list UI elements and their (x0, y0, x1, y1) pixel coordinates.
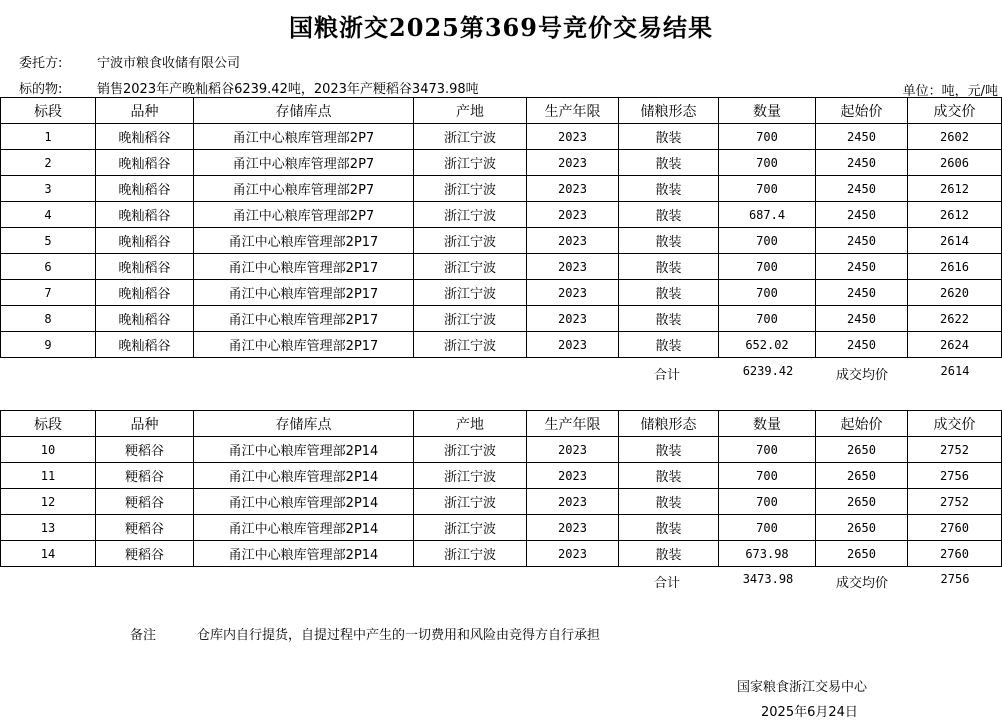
header-origin: 产地 (414, 411, 527, 437)
subject-label: 标的物: (19, 82, 63, 97)
cell-deal-price: 2624 (908, 332, 1002, 358)
cell-start-price: 2650 (816, 489, 908, 515)
cell-storage-form: 散装 (619, 254, 719, 280)
cell-segment: 9 (1, 332, 96, 358)
cell-segment: 1 (1, 124, 96, 150)
cell-deal-price: 2614 (908, 228, 1002, 254)
cell-deal-price: 2606 (908, 150, 1002, 176)
table-row (1, 254, 1002, 280)
table-row (1, 202, 1002, 228)
cell-origin: 浙江宁波 (414, 515, 527, 541)
cell-production-year: 2023 (527, 202, 619, 228)
cell-production-year: 2023 (527, 306, 619, 332)
header-storage-form: 储粮形态 (619, 98, 719, 124)
cell-segment: 12 (1, 489, 96, 515)
cell-start-price: 2450 (816, 332, 908, 358)
cell-storage-depot: 甬江中心粮库管理部2P14 (194, 515, 414, 541)
consignor-label: 委托方: (19, 56, 63, 71)
header-start-price: 起始价 (816, 411, 908, 437)
cell-storage-depot: 甬江中心粮库管理部2P14 (194, 541, 414, 567)
total-label-2: 合计 (653, 576, 680, 591)
header-deal-price: 成交价 (908, 411, 1002, 437)
cell-segment: 6 (1, 254, 96, 280)
cell-segment: 2 (1, 150, 96, 176)
total-qty-2: 3473.98 (742, 572, 794, 586)
cell-start-price: 2450 (816, 150, 908, 176)
cell-deal-price: 2760 (908, 541, 1002, 567)
header-segment: 标段 (1, 98, 96, 124)
cell-variety: 粳稻谷 (96, 463, 194, 489)
cell-storage-depot: 甬江中心粮库管理部2P7 (194, 176, 414, 202)
header-deal-price: 成交价 (908, 98, 1002, 124)
cell-storage-depot: 甬江中心粮库管理部2P17 (194, 228, 414, 254)
cell-production-year: 2023 (527, 124, 619, 150)
consignor-value: 宁波市粮食收储有限公司 (97, 56, 241, 71)
cell-segment: 7 (1, 280, 96, 306)
table-row (1, 228, 1002, 254)
cell-storage-depot: 甬江中心粮库管理部2P7 (194, 150, 414, 176)
subject-line (19, 78, 479, 97)
cell-start-price: 2450 (816, 280, 908, 306)
cell-variety: 粳稻谷 (96, 541, 194, 567)
table-header-row (1, 98, 1002, 124)
cell-origin: 浙江宁波 (414, 124, 527, 150)
unit-label: 单位：吨，元/吨 (902, 84, 998, 99)
header-origin: 产地 (414, 98, 527, 124)
cell-quantity: 700 (719, 124, 816, 150)
cell-segment: 14 (1, 541, 96, 567)
cell-storage-form: 散装 (619, 228, 719, 254)
cell-storage-form: 散装 (619, 489, 719, 515)
cell-start-price: 2450 (816, 202, 908, 228)
cell-origin: 浙江宁波 (414, 228, 527, 254)
cell-deal-price: 2612 (908, 176, 1002, 202)
cell-quantity: 700 (719, 489, 816, 515)
cell-origin: 浙江宁波 (414, 437, 527, 463)
cell-start-price: 2650 (816, 463, 908, 489)
cell-start-price: 2650 (816, 515, 908, 541)
cell-variety: 粳稻谷 (96, 515, 194, 541)
issuer-name: 国家粮食浙江交易中心 (737, 680, 868, 695)
cell-origin: 浙江宁波 (414, 280, 527, 306)
cell-origin: 浙江宁波 (414, 541, 527, 567)
cell-quantity: 652.02 (719, 332, 816, 358)
cell-storage-depot: 甬江中心粮库管理部2P17 (194, 332, 414, 358)
cell-deal-price: 2616 (908, 254, 1002, 280)
avg-price-2: 2756 (940, 572, 970, 586)
header-quantity: 数量 (719, 411, 816, 437)
cell-origin: 浙江宁波 (414, 489, 527, 515)
table-row (1, 463, 1002, 489)
cell-origin: 浙江宁波 (414, 306, 527, 332)
cell-start-price: 2450 (816, 176, 908, 202)
table-row (1, 150, 1002, 176)
cell-quantity: 700 (719, 254, 816, 280)
cell-deal-price: 2760 (908, 515, 1002, 541)
table-row (1, 515, 1002, 541)
remark-label: 备注 (130, 628, 157, 643)
cell-storage-form: 散装 (619, 306, 719, 332)
header-storage-depot: 存储库点 (194, 98, 414, 124)
table-row (1, 280, 1002, 306)
cell-deal-price: 2752 (908, 489, 1002, 515)
cell-production-year: 2023 (527, 515, 619, 541)
cell-quantity: 700 (719, 228, 816, 254)
header-production-year: 生产年限 (527, 411, 619, 437)
cell-quantity: 700 (719, 515, 816, 541)
header-production-year: 生产年限 (527, 98, 619, 124)
cell-production-year: 2023 (527, 541, 619, 567)
cell-storage-form: 散装 (619, 280, 719, 306)
cell-storage-depot: 甬江中心粮库管理部2P14 (194, 489, 414, 515)
cell-storage-form: 散装 (619, 463, 719, 489)
table-row (1, 489, 1002, 515)
avg-label-2: 成交均价 (835, 576, 888, 591)
results-table-1 (0, 97, 1002, 358)
header-storage-form: 储粮形态 (619, 411, 719, 437)
header-segment: 标段 (1, 411, 96, 437)
cell-variety: 晚籼稻谷 (96, 332, 194, 358)
cell-start-price: 2650 (816, 437, 908, 463)
cell-storage-form: 散装 (619, 176, 719, 202)
cell-origin: 浙江宁波 (414, 150, 527, 176)
cell-storage-form: 散装 (619, 202, 719, 228)
cell-variety: 粳稻谷 (96, 437, 194, 463)
cell-quantity: 700 (719, 306, 816, 332)
cell-variety: 晚籼稻谷 (96, 176, 194, 202)
cell-deal-price: 2612 (908, 202, 1002, 228)
cell-variety: 粳稻谷 (96, 489, 194, 515)
table-row (1, 437, 1002, 463)
cell-quantity: 700 (719, 463, 816, 489)
cell-production-year: 2023 (527, 280, 619, 306)
header-variety: 品种 (96, 411, 194, 437)
cell-segment: 8 (1, 306, 96, 332)
cell-storage-depot: 甬江中心粮库管理部2P7 (194, 124, 414, 150)
cell-deal-price: 2756 (908, 463, 1002, 489)
table-header-row (1, 411, 1002, 437)
cell-storage-depot: 甬江中心粮库管理部2P17 (194, 254, 414, 280)
table-row (1, 332, 1002, 358)
cell-segment: 5 (1, 228, 96, 254)
header-storage-depot: 存储库点 (194, 411, 414, 437)
cell-storage-form: 散装 (619, 541, 719, 567)
header-variety: 品种 (96, 98, 194, 124)
cell-origin: 浙江宁波 (414, 254, 527, 280)
cell-segment: 11 (1, 463, 96, 489)
cell-production-year: 2023 (527, 463, 619, 489)
cell-deal-price: 2620 (908, 280, 1002, 306)
cell-variety: 晚籼稻谷 (96, 202, 194, 228)
cell-segment: 13 (1, 515, 96, 541)
cell-storage-depot: 甬江中心粮库管理部2P14 (194, 463, 414, 489)
cell-storage-form: 散装 (619, 515, 719, 541)
cell-storage-form: 散装 (619, 124, 719, 150)
cell-variety: 晚籼稻谷 (96, 280, 194, 306)
cell-production-year: 2023 (527, 489, 619, 515)
cell-production-year: 2023 (527, 254, 619, 280)
header-quantity: 数量 (719, 98, 816, 124)
cell-storage-depot: 甬江中心粮库管理部2P7 (194, 202, 414, 228)
cell-quantity: 673.98 (719, 541, 816, 567)
cell-start-price: 2450 (816, 228, 908, 254)
cell-variety: 晚籼稻谷 (96, 228, 194, 254)
subject-value: 销售2023年产晚籼稻谷6239.42吨，2023年产粳稻谷3473.98吨 (97, 82, 479, 97)
cell-origin: 浙江宁波 (414, 202, 527, 228)
cell-storage-form: 散装 (619, 437, 719, 463)
cell-start-price: 2450 (816, 254, 908, 280)
cell-segment: 4 (1, 202, 96, 228)
header-start-price: 起始价 (816, 98, 908, 124)
cell-production-year: 2023 (527, 437, 619, 463)
remark-text: 仓库内自行提货，自提过程中产生的一切费用和风险由竞得方自行承担 (197, 628, 601, 643)
cell-variety: 晚籼稻谷 (96, 306, 194, 332)
cell-origin: 浙江宁波 (414, 463, 527, 489)
consignor-line (19, 52, 240, 71)
cell-origin: 浙江宁波 (414, 176, 527, 202)
cell-production-year: 2023 (527, 150, 619, 176)
cell-quantity: 687.4 (719, 202, 816, 228)
cell-quantity: 700 (719, 437, 816, 463)
table-row (1, 124, 1002, 150)
cell-production-year: 2023 (527, 332, 619, 358)
cell-quantity: 700 (719, 150, 816, 176)
cell-origin: 浙江宁波 (414, 332, 527, 358)
table-row (1, 306, 1002, 332)
cell-storage-depot: 甬江中心粮库管理部2P17 (194, 280, 414, 306)
cell-start-price: 2650 (816, 541, 908, 567)
cell-variety: 晚籼稻谷 (96, 150, 194, 176)
cell-storage-form: 散装 (619, 150, 719, 176)
cell-start-price: 2450 (816, 306, 908, 332)
cell-production-year: 2023 (527, 176, 619, 202)
table-row (1, 541, 1002, 567)
cell-storage-form: 散装 (619, 332, 719, 358)
avg-price-1: 2614 (940, 364, 970, 378)
total-label-1: 合计 (653, 368, 680, 383)
results-table-2 (0, 410, 1002, 567)
cell-deal-price: 2602 (908, 124, 1002, 150)
avg-label-1: 成交均价 (835, 368, 888, 383)
cell-quantity: 700 (719, 176, 816, 202)
cell-segment: 3 (1, 176, 96, 202)
cell-variety: 晚籼稻谷 (96, 124, 194, 150)
table-row (1, 176, 1002, 202)
cell-deal-price: 2752 (908, 437, 1002, 463)
cell-production-year: 2023 (527, 228, 619, 254)
cell-deal-price: 2622 (908, 306, 1002, 332)
issue-date: 2025年6月24日 (761, 705, 858, 720)
cell-storage-depot: 甬江中心粮库管理部2P17 (194, 306, 414, 332)
cell-start-price: 2450 (816, 124, 908, 150)
cell-variety: 晚籼稻谷 (96, 254, 194, 280)
page-title: 国粮浙交2025第369号竞价交易结果 (289, 13, 713, 42)
cell-quantity: 700 (719, 280, 816, 306)
cell-storage-depot: 甬江中心粮库管理部2P14 (194, 437, 414, 463)
cell-segment: 10 (1, 437, 96, 463)
total-qty-1: 6239.42 (742, 364, 794, 378)
